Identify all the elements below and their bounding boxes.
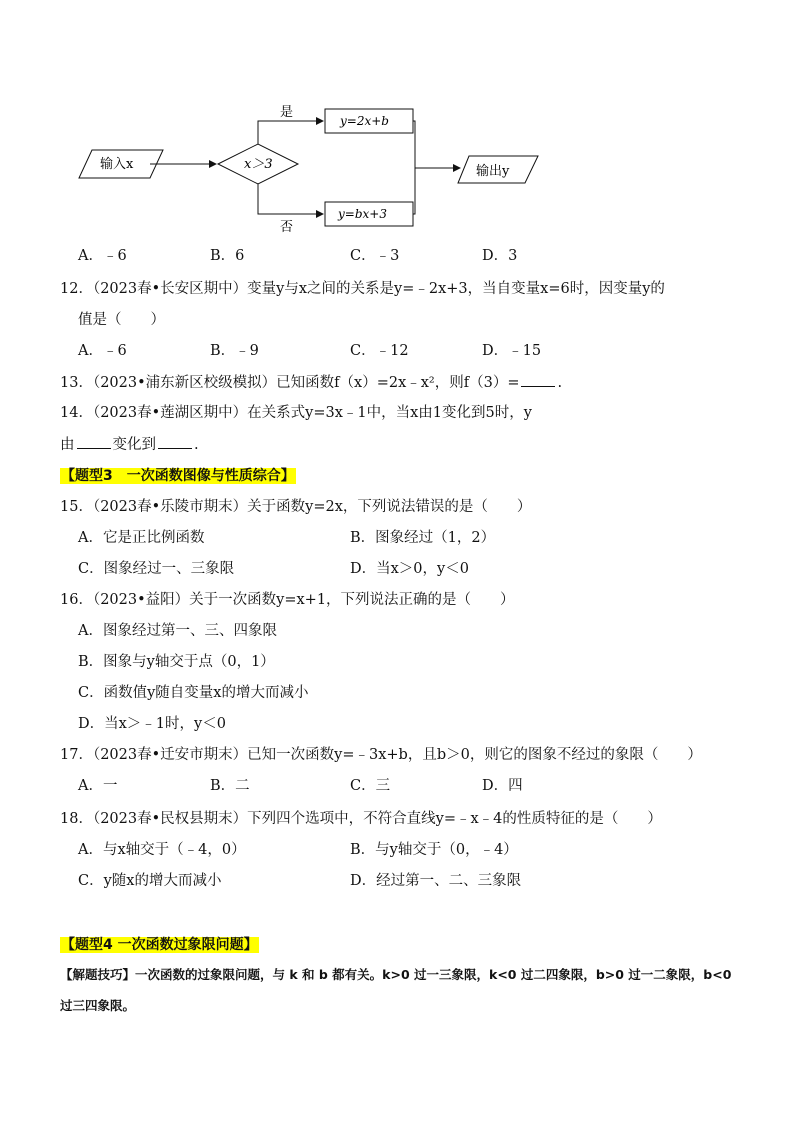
section-3-heading bbox=[60, 465, 296, 486]
q17-option-c: C．三 bbox=[350, 778, 391, 794]
q16-stem: 16．（2023•益阳）关于一次函数y=x+1，下列说法正确的是（ ） bbox=[60, 592, 515, 608]
q17-option-d: D．四 bbox=[482, 778, 523, 794]
section-4-heading bbox=[60, 934, 259, 955]
q14-text-a: 由 bbox=[60, 437, 75, 453]
section-4-title: 【题型4 一次函数过象限问题】 bbox=[61, 937, 258, 953]
no-formula: y=bx+3 bbox=[338, 207, 387, 221]
q11-option-c: C．﹣3 bbox=[350, 248, 400, 264]
q13-text: 13．（2023•浦东新区校级模拟）已知函数f（x）=2x﹣x²，则f（3）= bbox=[60, 375, 520, 391]
q16-option-b: B．图象与y轴交于点（0，1） bbox=[78, 654, 275, 670]
q11-option-d: D．3 bbox=[482, 248, 518, 264]
q18-stem: 18．（2023春•民权县期末）下列四个选项中，不符合直线y=﹣x﹣4的性质特征的是（ ） bbox=[60, 811, 662, 827]
q14-answer-blank-2 bbox=[158, 434, 192, 449]
q18-option-c: C．y随x的增大而减小 bbox=[78, 873, 222, 889]
yes-label: 是 bbox=[280, 105, 294, 120]
q14-text-b: 变化到 bbox=[112, 437, 156, 453]
q12-option-a: A．﹣6 bbox=[78, 343, 127, 359]
q17-stem: 17．（2023春•迁安市期末）已知一次函数y=﹣3x+b，且b＞0，则它的图象不经过的象限（ ） bbox=[60, 747, 702, 763]
q15-option-b: B．图象经过（1，2） bbox=[350, 530, 496, 546]
no-label: 否 bbox=[280, 220, 294, 235]
q12-stem-line1: 12．（2023春•长安区期中）变量y与x之间的关系是y=﹣2x+3，当自变量x=6时，因变量y的 bbox=[60, 281, 665, 297]
yes-formula: y=2x+b bbox=[340, 114, 389, 128]
q17-option-b: B．二 bbox=[210, 778, 250, 794]
q17-option-a: A．一 bbox=[78, 778, 118, 794]
q15-option-d: D．当x＞0，y＜0 bbox=[350, 561, 469, 577]
section-3-title: 【题型3 一次函数图像与性质综合】 bbox=[61, 468, 295, 484]
q15-option-c: C．图象经过一、三象限 bbox=[78, 561, 235, 577]
q11-option-a: A．﹣6 bbox=[78, 248, 127, 264]
tip-line1: 【解题技巧】一次函数的过象限问题，与 k 和 b 都有关。k>0 过一三象限，k<0 过二四象限，b>0 过一二象限，b<0 bbox=[60, 967, 732, 982]
q12-option-d: D．﹣15 bbox=[482, 343, 542, 359]
q14-text-c: . bbox=[194, 437, 199, 453]
output-label: 输出y bbox=[476, 164, 510, 179]
tip-line2: 过三四象限。 bbox=[60, 998, 136, 1013]
q15-stem: 15．（2023春•乐陵市期末）关于函数y=2x，下列说法错误的是（ ） bbox=[60, 499, 532, 515]
q13-answer-blank bbox=[521, 372, 555, 387]
q11-option-b: B．6 bbox=[210, 248, 245, 264]
q18-option-b: B．与y轴交于（0，﹣4） bbox=[350, 842, 518, 858]
q12-stem-line2: 值是（ ） bbox=[78, 312, 165, 328]
q15-option-a: A．它是正比例函数 bbox=[78, 530, 205, 546]
q13-stem bbox=[60, 372, 562, 393]
q16-option-c: C．函数值y随自变量x的增大而减小 bbox=[78, 685, 309, 701]
q12-option-c: C．﹣12 bbox=[350, 343, 409, 359]
q16-option-a: A．图象经过第一、三、四象限 bbox=[78, 623, 277, 639]
q18-option-d: D．经过第一、二、三象限 bbox=[350, 873, 522, 889]
q13-end: . bbox=[557, 375, 563, 391]
q14-stem-line1: 14．（2023春•莲湖区期中）在关系式y=3x﹣1中，当x由1变化到5时，y bbox=[60, 405, 532, 421]
condition-label: x＞3 bbox=[244, 157, 273, 172]
flowchart bbox=[0, 0, 794, 240]
input-label: 输入x bbox=[100, 157, 134, 172]
q12-option-b: B．﹣9 bbox=[210, 343, 259, 359]
q14-stem-line2 bbox=[60, 434, 199, 455]
q16-option-d: D．当x＞﹣1时，y＜0 bbox=[78, 716, 226, 732]
q14-answer-blank-1 bbox=[77, 434, 111, 449]
q18-option-a: A．与x轴交于（﹣4，0） bbox=[78, 842, 246, 858]
